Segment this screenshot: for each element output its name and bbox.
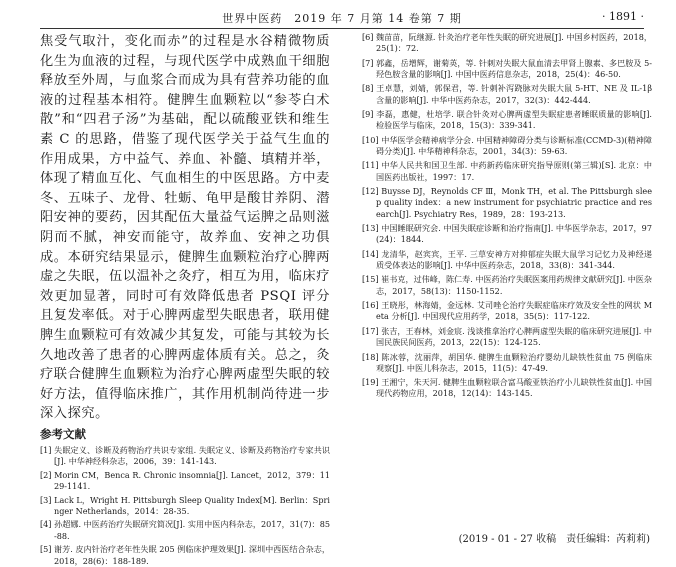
reference-item: [19] 王湘宁，朱天河. 健脾生血颗粒联合富马酸亚铁治疗小儿缺铁性贫血[J]. 中国现代药物应用，2018，12(14)：143-145. — [362, 377, 652, 399]
body-paragraph: 焦受气取汁，变化而赤”的过程是水谷精微物质化生为血液的过程，与现代医学中成熟血干细胞释放至外周，与血浆合而成为具有营养功能的血液的过程基本相符。健脾生血颗粒以“参苓白术散”和“四君子汤”为基础，配以硫酸亚铁和维生素 C 的思路，借鉴了现代医学关于益气生血的作用成果，方中益气、养血、补髓、填精并举，体现了精血互化、气血相生的中医思路。方中麦冬、五味子、龙骨、牡蛎、龟甲是酸甘养阴、潜阳安神的要药，因其配伍大量益气运脾之品则滋阴而不腻，神安而能守，故养血、安神之功俱成。本研究结果显示，健脾生血颗粒治疗心脾两虚之失眠，伍以温补之灸疗，相互为用，临床疗效更加显著，同时可有效降低患者 PSQI 评分且复发率低。对于心脾两虚型失眠患者，联用健脾生血颗粒可有效减少其复发，可能与其较为长久地改善了患者的心脾两虚体质有关。总之，灸疗联合健脾生血颗粒为治疗心脾两虚型失眠的较好方法，值得临床推广，其作用机制尚待进一步深入探究。 — [40, 34, 330, 422]
reference-item: [1] 失眠定义、诊断及药物治疗共识专家组. 失眠定义、诊断及药物治疗专家共识[J]. 中华神经科杂志，2006，39：141-143. — [40, 444, 330, 467]
page-header — [40, 6, 644, 29]
reference-item: [18] 陈冰蓉，沈丽萍，胡国华. 健脾生血颗粒治疗婴幼儿缺铁性贫血 75 例临床观察[J]. 中医儿科杂志，2015，11(5)：47-49. — [362, 351, 652, 373]
reference-item: [7] 郭鑫，岳增辉，谢菊英，等. 针刺对失眠大鼠血清去甲肾上腺素、多巴胺及 5-羟色胺含量的影响[J]. 中国中医药信息杂志，2018，25(4)：46-50. — [362, 57, 652, 79]
right-column — [362, 32, 652, 544]
page-number: · 1891 · — [602, 10, 644, 23]
reference-item: [6] 魏苗苗，阮继源. 针灸治疗老年性失眠的研究进展[J]. 中国乡村医药，2018，25(1)：72. — [362, 32, 652, 54]
reference-item: [8] 王卓慧，刘婧，郭保君，等. 针刺补泻跷脉对失眠大鼠 5-HT、NE 及 IL-1β 含量的影响[J]. 中华中医药杂志，2017，32(3)：442-444. — [362, 83, 652, 105]
reference-item: [3] Lack L，Wright H. Pittsburgh Sleep Quality Index[M]. Berlin：Springer Netherlands，2014：28-35. — [40, 494, 330, 516]
reference-item: [5] 谢芳. 皮内针治疗老年性失眠 205 例临床护理效果[J]. 深圳中西医结合杂志，2018，28(6)：188-189. — [40, 544, 330, 566]
reference-item: [9] 李磊，惠健，杜培学. 联合针灸对心脾两虚型失眠症患者睡眠质量的影响[J]. 检验医学与临床，2018，15(3)：339-341. — [362, 109, 652, 131]
reference-item: [2] Morin CM，Benca R. Chronic insomnia[J]. Lancet，2012，379：1129-1141. — [40, 469, 330, 492]
reference-item: [16] 王晓彤，林海婧，金远林. 艾司唑仑治疗失眠症临床疗效及安全性的网状 Meta 分析[J]. 中国现代应用药学，2018，35(5)：117-122. — [362, 300, 652, 322]
received-date-note: (2019 - 01 - 27 收稿 责任编辑：芮莉莉) — [458, 534, 650, 545]
journal-issue: 世界中医药 2019 年 7 月第 14 卷第 7 期 — [222, 12, 462, 25]
reference-item: [13] 中国睡眠研究会. 中国失眠症诊断和治疗指南[J]. 中华医学杂志，2017，97(24)：1844. — [362, 223, 652, 245]
left-column — [40, 32, 330, 566]
reference-item: [14] 龙清华，赵宾宾，王平. 三草安神方对抑郁症失眠大鼠学习记忆力及神经递质受体表达的影响[J]. 中华中医药杂志，2018，33(8)：341-344. — [362, 248, 652, 270]
reference-item: [15] 崔书克，过伟峰，陈仁寿. 中医药治疗失眠医案用药规律文献研究[J]. 中医杂志，2017，58(13)：1150-1152. — [362, 274, 652, 296]
reference-item: [11] 中华人民共和国卫生部. 中药新药临床研究指导原则(第三辑)[S]. 北京：中国医药出版社，1997：17. — [362, 160, 652, 182]
references-heading: 参考文献 — [40, 426, 86, 441]
reference-item: [17] 张吉，王春林，刘金宸. 浅谈推拿治疗心脾两虚型失眠的临床研究进展[J]. 中国民族民间医药，2013，22(15)：124-125. — [362, 325, 652, 348]
reference-item: [12] Buysse DJ，Reynolds CF Ⅲ，Monk TH，et al. The Pittsburgh sleep quality index：a new instrument for psychiatric practice and research[J]. Psychiatry Res，1989，28：193-213. — [362, 186, 652, 219]
reference-item: [4] 孙超娜. 中医药治疗失眠研究简况[J]. 实用中医内科杂志，2017，31(7)：85-88. — [40, 519, 330, 541]
references-list-right — [362, 32, 652, 400]
reference-item: [10] 中华医学会精神病学分会. 中国精神障碍分类与诊断标准(CCMD-3)(精神障碍分类)[J]. 中华精神科杂志，2001，34(3)：59-63. — [362, 134, 652, 156]
